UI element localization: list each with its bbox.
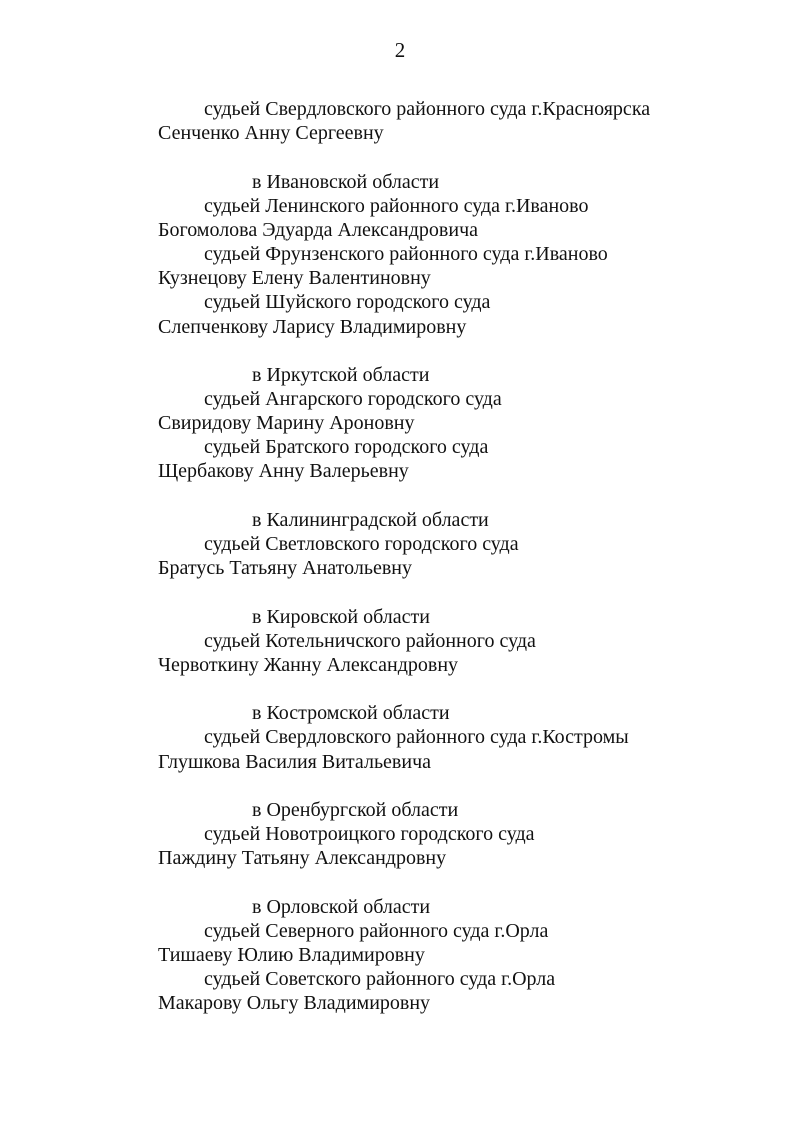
region-heading: в Калининградской области	[252, 509, 489, 531]
region-heading: в Иркутской области	[252, 364, 430, 386]
court-line: судьей Братского городского суда	[204, 436, 489, 458]
person-name: Глушкова Василия Витальевича	[158, 751, 432, 773]
court-line: судьей Фрунзенского районного суда г.Иваново	[204, 243, 608, 265]
person-name: Макарову Ольгу Владимировну	[158, 992, 431, 1014]
region-heading: в Оренбургской области	[252, 799, 459, 821]
court-line: судьей Свердловского районного суда г.Костромы	[204, 726, 629, 748]
region-heading: в Кировской области	[252, 606, 430, 628]
person-name: Кузнецову Елену Валентиновну	[158, 267, 431, 289]
court-line: судьей Ленинского районного суда г.Иваново	[204, 195, 589, 217]
court-line: судьей Северного районного суда г.Орла	[204, 920, 549, 942]
person-name: Слепченкову Ларису Владимировну	[158, 316, 467, 338]
court-line: судьей Свердловского районного суда г.Красноярска	[204, 98, 651, 120]
region-heading: в Ивановской области	[252, 171, 440, 193]
person-name: Паждину Татьяну Александровну	[158, 847, 447, 869]
person-name: Червоткину Жанну Александровну	[158, 654, 459, 676]
person-name: Тишаеву Юлию Владимировну	[158, 944, 425, 966]
court-line: судьей Ангарского городского суда	[204, 388, 502, 410]
region-heading: в Костромской области	[252, 702, 450, 724]
region-heading: в Орловской области	[252, 896, 431, 918]
page-number: 2	[394, 38, 406, 62]
court-line: судьей Котельничского районного суда	[204, 630, 536, 652]
court-line: судьей Советского районного суда г.Орла	[204, 968, 556, 990]
person-name: Сенченко Анну Сергеевну	[158, 122, 384, 144]
person-name: Щербакову Анну Валерьевну	[158, 460, 409, 482]
person-name: Богомолова Эдуарда Александровича	[158, 219, 478, 241]
court-line: судьей Новотроицкого городского суда	[204, 823, 535, 845]
person-name: Свиридову Марину Ароновну	[158, 412, 415, 434]
court-line: судьей Шуйского городского суда	[204, 291, 491, 313]
court-line: судьей Светловского городского суда	[204, 533, 519, 555]
person-name: Братусь Татьяну Анатольевну	[158, 557, 413, 579]
